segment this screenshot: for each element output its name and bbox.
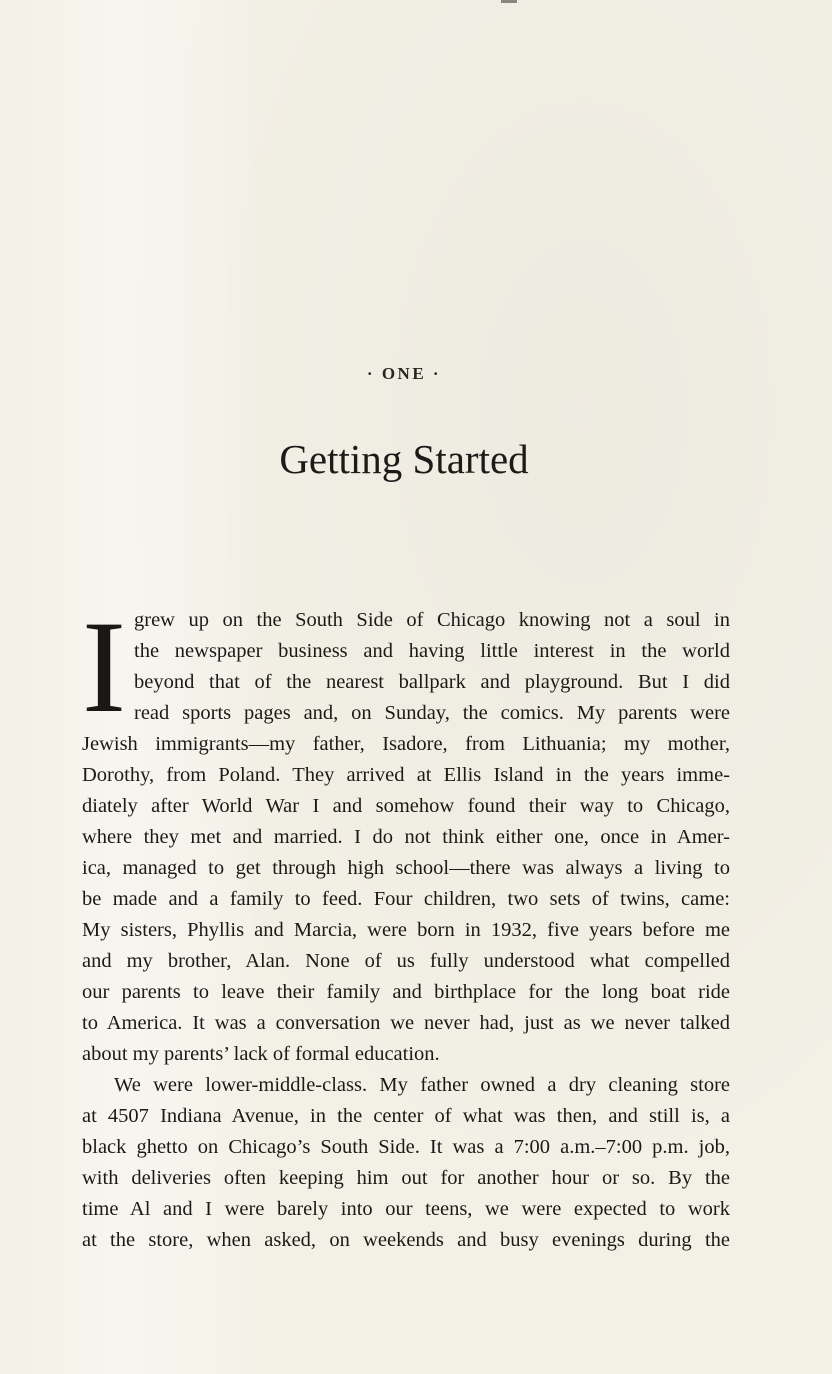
text-line: We were lower-middle-class. My father owned a dry cleaning store bbox=[114, 1074, 730, 1096]
text-line: black ghetto on Chicago’s South Side. It was a 7:00 a.m.–7:00 p.m. job, bbox=[82, 1136, 730, 1158]
text-line: Dorothy, from Poland. They arrived at Ellis Island in the years imme- bbox=[82, 764, 730, 786]
text-line: where they met and married. I do not think either one, once in Amer- bbox=[82, 826, 730, 848]
text-line: the newspaper business and having little interest in the world bbox=[134, 640, 730, 662]
text-line: and my brother, Alan. None of us fully understood what compelled bbox=[82, 950, 730, 972]
body-text bbox=[82, 605, 730, 1256]
text-line: ica, managed to get through high school—there was always a living to bbox=[82, 857, 730, 879]
text-line: My sisters, Phyllis and Marcia, were born in 1932, five years before me bbox=[82, 919, 730, 941]
page-top-mark bbox=[501, 0, 517, 3]
text-line: diately after World War I and somehow found their way to Chicago, bbox=[82, 795, 730, 817]
text-line: beyond that of the nearest ballpark and playground. But I did bbox=[134, 671, 730, 693]
chapter-title: Getting Started bbox=[279, 436, 529, 482]
text-line: our parents to leave their family and birthplace for the long boat ride bbox=[82, 981, 730, 1003]
drop-cap: I bbox=[82, 607, 126, 729]
text-line: read sports pages and, on Sunday, the comics. My parents were bbox=[134, 702, 730, 724]
text-line: to America. It was a conversation we never had, just as we never talked bbox=[82, 1012, 730, 1034]
text-line: at the store, when asked, on weekends and busy evenings during the bbox=[82, 1229, 730, 1251]
text-line: with deliveries often keeping him out for another hour or so. By the bbox=[82, 1167, 730, 1189]
text-line: grew up on the South Side of Chicago knowing not a soul in bbox=[134, 609, 730, 631]
text-line: Jewish immigrants—my father, Isadore, from Lithuania; my mother, bbox=[82, 733, 730, 755]
text-line: at 4507 Indiana Avenue, in the center of what was then, and still is, a bbox=[82, 1105, 730, 1127]
text-line: time Al and I were barely into our teens, we were expected to work bbox=[82, 1198, 730, 1220]
chapter-number-label: · ONE · bbox=[366, 364, 442, 383]
text-line: about my parents’ lack of formal education. bbox=[82, 1043, 440, 1065]
text-line: be made and a family to feed. Four children, two sets of twins, came: bbox=[82, 888, 730, 910]
